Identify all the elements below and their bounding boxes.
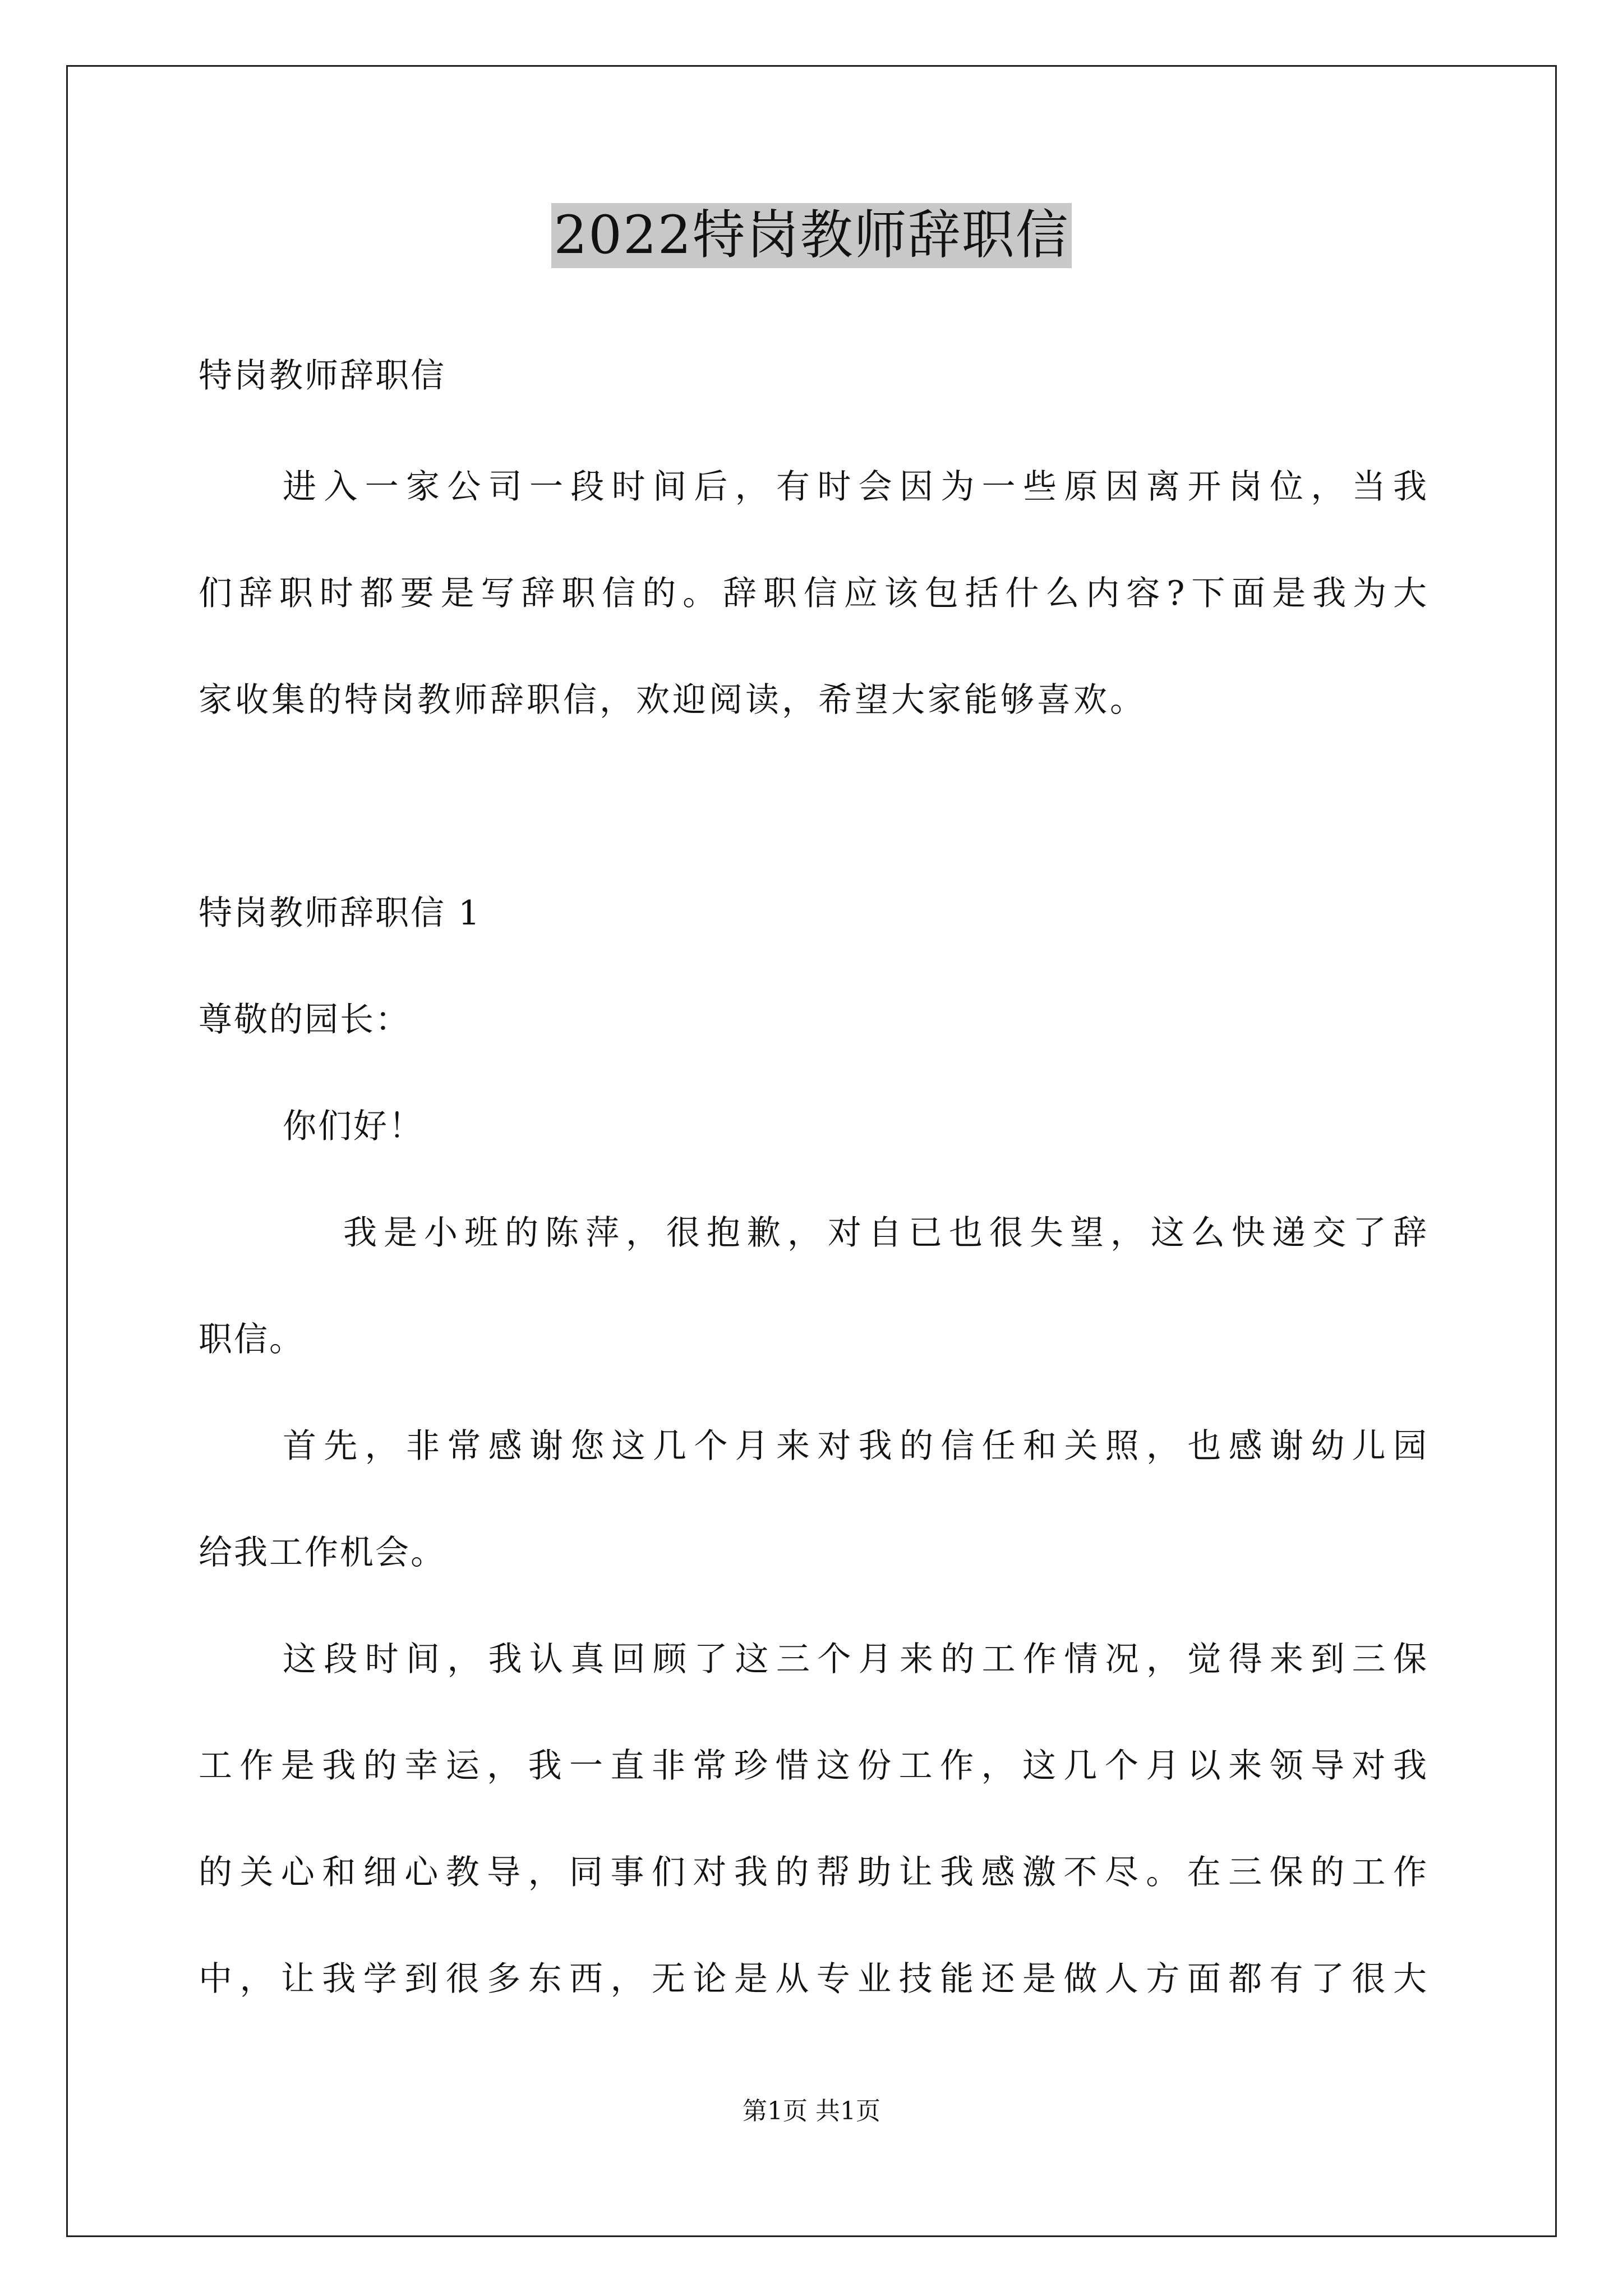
salutation: 尊敬的园长： [199,1000,411,1039]
intro-line-1: 进入一家公司一段时间后，有时会因为一些原因离开岗位，当我 [283,467,1427,507]
letter-heading: 特岗教师辞职信 1 [199,894,482,933]
body-line-6: 工作是我的幸运，我一直非常珍惜这份工作，这几个月以来领导对我 [199,1746,1427,1786]
document-title: 2022特岗教师辞职信 [551,203,1071,268]
body-line-8: 中，让我学到很多东西，无论是从专业技能还是做人方面都有了很大 [199,1959,1427,1999]
body-line-4: 给我工作机会。 [199,1533,446,1572]
body-line-5: 这段时间，我认真回顾了这三个月来的工作情况，觉得来到三保 [283,1640,1427,1679]
body-line-1: 我是小班的陈萍，很抱歉，对自已也很失望，这么快递交了辞 [343,1213,1427,1253]
body-line-2: 职信。 [199,1320,305,1359]
body-line-3: 首先，非常感谢您这几个月来对我的信任和关照，也感谢幼儿园 [283,1427,1427,1466]
body-line-7: 的关心和细心教导，同事们对我的帮助让我感激不尽。在三保的工作 [199,1853,1427,1892]
page-footer: 第1页 共1页 [743,2097,880,2125]
greeting: 你们好！ [283,1107,424,1146]
intro-line-3: 家收集的特岗教师辞职信，欢迎阅读，希望大家能够喜欢。 [199,680,1146,720]
intro-line-2: 们辞职时都要是写辞职信的。辞职信应该包括什么内容?下面是我为大 [199,574,1427,613]
document-title-wrap [0,203,1623,268]
document-subtitle: 特岗教师辞职信 [199,356,446,395]
